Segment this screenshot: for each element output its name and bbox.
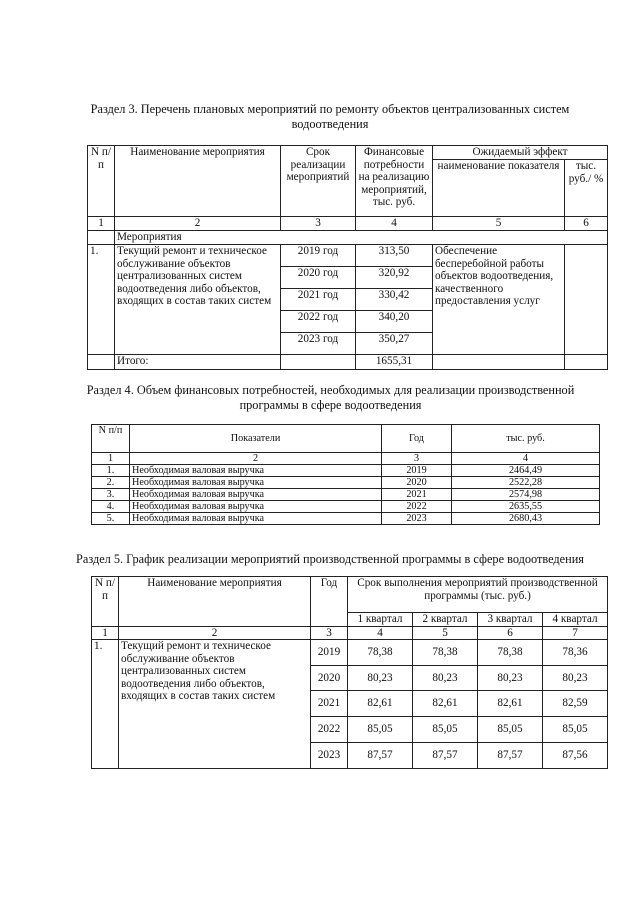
row-num: 1.	[92, 640, 119, 769]
year-cell: 2019 год	[281, 245, 356, 267]
colnum: 3	[311, 626, 348, 640]
header-num: N п/п	[92, 425, 130, 453]
header-year: Год	[382, 425, 452, 453]
colnum: 3	[382, 453, 452, 465]
header-num: N п/ п	[92, 577, 119, 627]
year-cell: 2020 год	[281, 267, 356, 289]
section5-title: Раздел 5. График реализации мероприятий производственной программы в сфере водоотведения	[76, 552, 584, 566]
header-num: N п/ п	[88, 146, 115, 217]
q-value: 87,56	[543, 743, 608, 769]
section3-title-line1: Раздел 3. Перечень плановых мероприятий по ремонту объектов централизованных систем	[90, 102, 570, 116]
colnum: 6	[478, 626, 543, 640]
header-effect: Ожидаемый эффект	[433, 146, 608, 160]
row-year: 2020	[382, 477, 452, 489]
row-num: 1.	[92, 465, 130, 477]
row-year: 2023	[311, 743, 348, 769]
q-value: 78,36	[543, 640, 608, 666]
row-num: 1.	[88, 245, 115, 355]
row-year: 2021	[382, 489, 452, 501]
row-value: 2680,43	[452, 513, 600, 525]
row-value: 2522,28	[452, 477, 600, 489]
row-num: 4.	[92, 501, 130, 513]
row-year: 2022	[382, 501, 452, 513]
q-value: 80,23	[348, 666, 413, 691]
q-value: 82,61	[413, 691, 478, 717]
q-value: 78,38	[478, 640, 543, 666]
row-year: 2019	[311, 640, 348, 666]
row-num: 3.	[92, 489, 130, 501]
colnum: 5	[413, 626, 478, 640]
header-indicator: Показатели	[130, 425, 382, 453]
row-indicator: Необходимая валовая выручка	[130, 465, 382, 477]
header-unit: тыс. руб.	[452, 425, 600, 453]
q-value: 80,23	[478, 666, 543, 691]
row-year: 2019	[382, 465, 452, 477]
row-year: 2021	[311, 691, 348, 717]
year-cell: 2022 год	[281, 311, 356, 333]
colnum: 3	[281, 217, 356, 231]
header-q3: 3 квартал	[478, 613, 543, 627]
q-value: 80,23	[413, 666, 478, 691]
q-value: 82,61	[478, 691, 543, 717]
header-q2: 2 квартал	[413, 613, 478, 627]
q-value: 78,38	[348, 640, 413, 666]
q-value: 85,05	[543, 717, 608, 743]
q-value: 87,57	[348, 743, 413, 769]
colnum: 2	[115, 217, 281, 231]
q-value: 85,05	[348, 717, 413, 743]
section3-title-line2: водоотведения	[291, 117, 369, 131]
header-effect-unit: тыс. руб./ %	[565, 160, 608, 217]
section5-table	[91, 576, 608, 769]
total-label: Итого:	[115, 355, 281, 370]
effect-text: Обеспечение бесперебойной работы объектов водоотведения, качественного предоставления услуг	[433, 245, 565, 355]
q-value: 78,38	[413, 640, 478, 666]
row-num: 5.	[92, 513, 130, 525]
section3-title	[60, 102, 600, 132]
amount-cell: 320,92	[356, 267, 433, 289]
row-indicator: Необходимая валовая выручка	[130, 501, 382, 513]
section4-table	[91, 424, 600, 525]
header-term: Срок реализации мероприятий	[281, 146, 356, 217]
row-indicator: Необходимая валовая выручка	[130, 477, 382, 489]
colnum: 4	[356, 217, 433, 231]
section3-table	[87, 145, 608, 370]
colnum: 1	[92, 453, 130, 465]
row-indicator: Необходимая валовая выручка	[130, 513, 382, 525]
table-row	[92, 513, 600, 525]
row-value: 2574,98	[452, 489, 600, 501]
row-name: Текущий ремонт и техническое обслуживание объектов централизованных систем водоотведения либо объектов, входящих в состав таких систем	[115, 245, 281, 355]
header-name: Наименование мероприятия	[119, 577, 311, 627]
colnum: 1	[88, 217, 115, 231]
table-row	[92, 501, 600, 513]
colnum: 1	[92, 626, 119, 640]
q-value: 87,57	[478, 743, 543, 769]
colnum: 7	[543, 626, 608, 640]
row-value: 2464,49	[452, 465, 600, 477]
colnum: 6	[565, 217, 608, 231]
q-value: 82,59	[543, 691, 608, 717]
colnum: 2	[119, 626, 311, 640]
colnum: 5	[433, 217, 565, 231]
table-row	[92, 465, 600, 477]
q-value: 82,61	[348, 691, 413, 717]
header-effect-name: наименование показателя	[433, 160, 565, 217]
row-num: 2.	[92, 477, 130, 489]
colnum: 2	[130, 453, 382, 465]
q-value: 85,05	[413, 717, 478, 743]
amount-cell: 340,20	[356, 311, 433, 333]
header-period: Срок выполнения мероприятий производственной программы (тыс. руб.)	[348, 577, 608, 613]
colnum: 4	[452, 453, 600, 465]
q-value: 87,57	[413, 743, 478, 769]
amount-cell: 350,27	[356, 333, 433, 355]
colnum: 4	[348, 626, 413, 640]
row-year: 2023	[382, 513, 452, 525]
header-fin: Финансовые потребности на реализацию мероприятий, тыс. руб.	[356, 146, 433, 217]
amount-cell: 330,42	[356, 289, 433, 311]
section4-title: Раздел 4. Объем финансовых потребностей, необходимых для реализации производственной программы в сфере водоотведения	[86, 383, 575, 412]
total-value: 1655,31	[356, 355, 433, 370]
header-name: Наименование мероприятия	[115, 146, 281, 217]
header-q4: 4 квартал	[543, 613, 608, 627]
row-name: Текущий ремонт и техническое обслуживание объектов централизованных систем водоотведения либо объектов, входящих в состав таких систем	[119, 640, 311, 769]
header-year: Год	[311, 577, 348, 627]
year-cell: 2021 год	[281, 289, 356, 311]
q-value: 80,23	[543, 666, 608, 691]
row-year: 2022	[311, 717, 348, 743]
group-label: Мероприятия	[115, 231, 608, 245]
year-cell: 2023 год	[281, 333, 356, 355]
row-indicator: Необходимая валовая выручка	[130, 489, 382, 501]
table-row	[92, 489, 600, 501]
row-year: 2020	[311, 666, 348, 691]
header-q1: 1 квартал	[348, 613, 413, 627]
amount-cell: 313,50	[356, 245, 433, 267]
row-value: 2635,55	[452, 501, 600, 513]
table-row	[92, 477, 600, 489]
q-value: 85,05	[478, 717, 543, 743]
